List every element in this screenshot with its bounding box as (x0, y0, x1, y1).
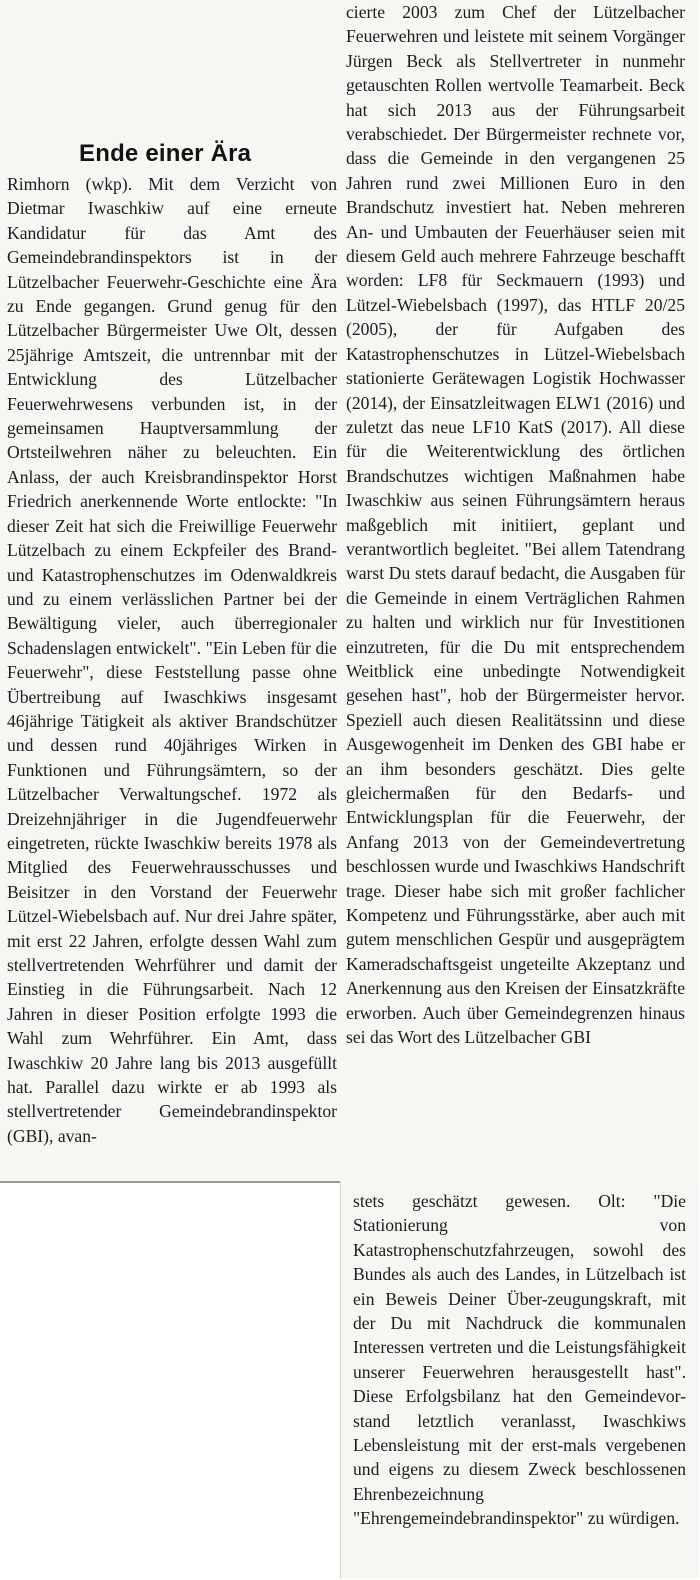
article-column-continuation: stets geschätzt gewesen. Olt: "Die Stationierung von Katastrophenschutzfahrzeugen, sowohl des Bundes als auch des Landes, in Lützelbach ist ein Beweis Deiner Über-zeugungskraft, mit der Du mit Nachdruck die kommunalen Interessen vertreten und die Leistungsfähigkeit unserer Feuerwehren herausgestellt hast". Diese Erfolgsbilanz hat den Gemeindevor-stand letztlich veranlasst, Iwaschkiws Lebensleistung mit der erst-mals vergebenen und eigens zu diesem Zweck beschlossenen Ehrenbezeichnung "Ehrengemeindebrandinspektor" zu würdigen. (353, 1191, 686, 1529)
blank-area (0, 1182, 340, 1580)
article-column-right: cierte 2003 zum Chef der Lützelbacher Feuerwehren und leistete mit seinem Vorgänger Jürgen Beck als Stellvertreter in nunmehr getauschten Rollen wertvolle Teamarbeit. Beck hat sich 2013 aus der Führungsarbeit verabschiedet. Der Bürgermeister rechnete vor, dass die Gemeinde in den vergangenen 25 Jahren rund zwei Millionen Euro in den Brandschutz investiert hat. Neben mehreren An- und Umbauten der Feuerhäuser seien mit diesem Geld auch mehrere Fahrzeuge beschafft worden: LF8 für Seckmauern (1993) und Lützel-Wiebelsbach (1997), das HTLF 20/25 (2005), der für Aufgaben des Katastrophenschutzes in Lützel-Wiebelsbach stationierte Gerätewagen Logistik Hochwasser (2014), der Einsatzleitwagen ELW1 (2016) und zuletzt das neue LF10 KatS (2017). All diese für die Weiterentwicklung des örtlichen Brandschutzes wichtigen Maßnahmen habe Iwaschkiw aus seinen Führungsämtern heraus maßgeblich mit initiiert, geplant und verantwortlich begleitet. "Bei allem Tatendrang warst Du stets darauf bedacht, die Ausgaben für die Gemeinde in einem Verträglichen Rahmen zu halten und wirklich nur für Investitionen einzutreten, für die Du mit entsprechendem Weitblick eine unbedingte Notwendigkeit gesehen hast", hob der Bürgermeister hervor. Speziell auch diesen Realitätssinn und diese Ausgewogenheit im Denken des GBI habe er an ihm besonders geschätzt. Dies gelte gleichermaßen für den Bedarfs- und Entwicklungsplan für die Feuerwehr, der Anfang 2013 von der Gemeindevertretung beschlossen wurde und Iwaschkiws Handschrift trage. Dieser habe sich mit großer fachlicher Kompetenz und Führungsstärke, aber auch mit gutem menschlichen Gespür und ausgeprägtem Kameradschaftsgeist ungeteilte Akzeptanz und Anerkennung aus den Kreisen der Einsatzkräfte erworben. Auch über Gemeindegrenzen hinaus sei das Wort des Lützelbacher GBI (346, 2, 685, 1048)
article-column-left: Rimhorn (wkp). Mit dem Verzicht von Dietmar Iwaschkiw auf eine erneute Kandidatur für das Amt des Gemeindebrandinspektors ist in der Lützelbacher Feuerwehr-Geschichte eine Ära zu Ende gegangen. Grund genug für den Lützelbacher Bürgermeister Uwe Olt, dessen 25jährige Amtszeit, die untrennbar mit der Entwicklung des Lützelbacher Feuerwehrwesens verbunden ist, in der gemeinsamen Hauptversammlung der Ortsteilwehren näher zu beleuchten. Ein Anlass, der auch Kreisbrandinspektor Horst Friedrich anerkennende Worte entlockte: "In dieser Zeit hat sich die Freiwillige Feuerwehr Lützelbach zu einem Eckpfeiler des Brand- und Katastrophenschutzes im Odenwaldkreis und zu einem verlässlichen Partner bei der Bewältigung vieler, auch überregionaler Schadenslagen entwickelt". "Ein Leben für die Feuerwehr", diese Feststellung passe ohne Übertreibung auf Iwaschkiws insgesamt 46jährige Tätigkeit als aktiver Brandschützer und dessen rund 40jähriges Wirken in Funktionen und Führungsämtern, so der Lützelbacher Verwaltungschef. 1972 als Dreizehnjähriger in die Jugendfeuerwehr eingetreten, rückte Iwaschkiw bereits 1978 als Mitglied des Feuerwehrausschusses und Beisitzer in den Vorstand der Feuerwehr Lützel-Wiebelsbach auf. Nur drei Jahre später, mit erst 22 Jahren, erfolgte dessen Wahl zum stellvertretenden Wehrführer und damit der Einstieg in die Führungsarbeit. Nach 12 Jahren in dieser Position erfolgte 1993 die Wahl zum Wehrführer. Ein Amt, dass Iwaschkiw 20 Jahre lang bis 2013 ausgefüllt hat. Parallel dazu wirkte er ab 1993 als stellvertretender Gemeindebrandinspektor (GBI), avan- (7, 174, 337, 1146)
article-headline: Ende einer Ära (79, 140, 252, 167)
clipping-edge (0, 1181, 340, 1183)
